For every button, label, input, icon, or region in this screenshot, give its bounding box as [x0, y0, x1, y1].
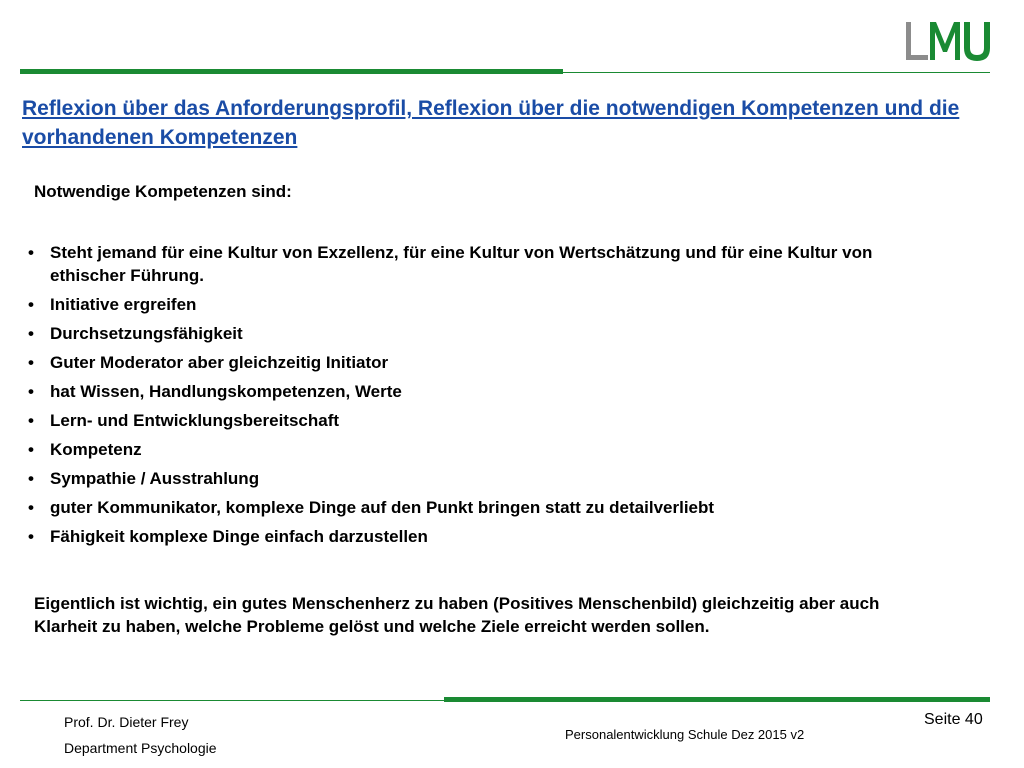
list-item — [28, 351, 918, 374]
list-item — [28, 438, 918, 461]
list-item-text: guter Kommunikator, komplexe Dinge auf den Punkt bringen statt zu detailverliebt — [50, 498, 715, 517]
list-item-text: Initiative ergreifen — [50, 295, 197, 314]
header-rule — [20, 72, 990, 73]
bullet-icon: • — [28, 498, 34, 517]
list-item — [28, 467, 918, 490]
page-number: Seite 40 — [924, 711, 983, 728]
subheading: Notwendige Kompetenzen sind: — [34, 182, 292, 201]
competency-list — [28, 241, 918, 554]
bullet-icon: • — [28, 353, 34, 372]
bullet-icon: • — [28, 382, 34, 401]
conclusion-text: Eigentlich ist wichtig, ein gutes Menschenherz zu haben (Positives Menschenbild) gleichzeitig aber auch Klarheit zu haben, welche Probleme gelöst und welche Ziele erreicht werden sollen. — [34, 594, 880, 636]
bullet-icon: • — [28, 527, 34, 546]
list-item — [28, 322, 918, 345]
bullet-icon: • — [28, 469, 34, 488]
list-item-text: Lern- und Entwicklungsbereitschaft — [50, 411, 340, 430]
slide-title: Reflexion über das Anforderungsprofil, Reflexion über die notwendigen Kompetenzen und die vorhandenen Kompetenzen — [22, 97, 960, 149]
list-item — [28, 525, 918, 548]
footer-author: Prof. Dr. Dieter Frey — [64, 714, 189, 730]
list-item-text: Durchsetzungsfähigkeit — [50, 324, 243, 343]
footer-course-label: Personalentwicklung Schule Dez 2015 v2 — [565, 727, 805, 742]
bullet-icon: • — [28, 243, 34, 262]
footer-department: Department Psychologie — [64, 740, 217, 756]
bullet-icon: • — [28, 411, 34, 430]
list-item-text: Sympathie / Ausstrahlung — [50, 469, 260, 488]
bullet-icon: • — [28, 324, 34, 343]
list-item — [28, 496, 918, 519]
list-item — [28, 409, 918, 432]
list-item — [28, 293, 918, 316]
bullet-icon: • — [28, 440, 34, 459]
list-item — [28, 380, 918, 403]
list-item-text: Steht jemand für eine Kultur von Exzellenz, für eine Kultur von Wertschätzung und für eine Kultur von ethischer Führung. — [50, 243, 873, 285]
list-item-text: hat Wissen, Handlungskompetenzen, Werte — [50, 382, 402, 401]
list-item-text: Fähigkeit komplexe Dinge einfach darzustellen — [50, 527, 428, 546]
bullet-icon: • — [28, 295, 34, 314]
list-item — [28, 241, 918, 287]
list-item-text: Guter Moderator aber gleichzeitig Initiator — [50, 353, 389, 372]
lmu-logo — [898, 14, 994, 72]
footer-rule-accent — [444, 697, 990, 702]
list-item-text: Kompetenz — [50, 440, 142, 459]
